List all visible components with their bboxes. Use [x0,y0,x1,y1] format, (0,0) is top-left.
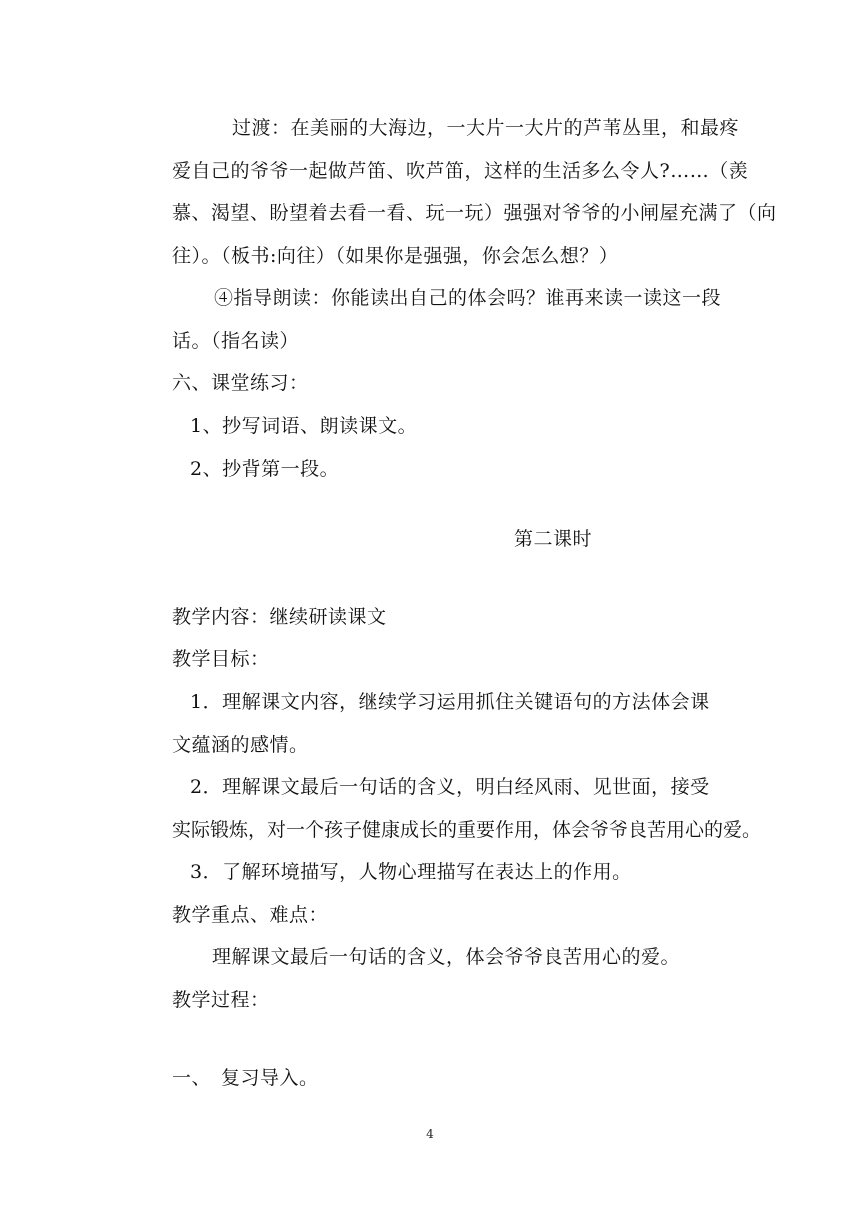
reading-guide-line-1: ④指导朗读：你能读出自己的体会吗？谁再来读一读这一段 [214,287,722,309]
section-heading-practice: 六、课堂练习： [172,372,309,394]
lesson-title: 第二课时 [514,528,593,550]
goal-1-line-2: 文蕴涵的感情。 [172,734,309,756]
step-1-review: 一、 复习导入。 [172,1067,319,1089]
practice-item-2: 2、抄背第一段。 [190,458,340,480]
transition-paragraph-line-4: 往）。（板书:向往）（如果你是强强，你会怎么想？） [172,245,619,267]
key-points-heading: 教学重点、难点： [172,904,329,926]
transition-paragraph-line-2: 爱自己的爷爷一起做芦笛、吹芦笛，这样的生活多么令人?……（羡 [172,160,749,182]
transition-paragraph-line-3: 慕、渴望、盼望着去看一看、玩一玩）强强对爷爷的小闸屋充满了（向 [172,202,777,224]
goal-2-line-1: 2．理解课文最后一句话的含义，明白经风雨、见世面，接受 [190,776,710,798]
reading-guide-line-2: 话。（指名读） [172,330,300,352]
goal-1-line-1: 1．理解课文内容，继续学习运用抓住关键语句的方法体会课 [190,691,710,713]
goal-3: 3．了解环境描写，人物心理描写在表达上的作用。 [190,861,632,883]
page-number: 4 [426,1127,434,1141]
teaching-content: 教学内容：继续研读课文 [172,606,387,628]
teaching-goals-heading: 教学目标： [172,648,270,670]
transition-paragraph-line-1: 过渡：在美丽的大海边，一大片一大片的芦苇丛里，和最疼 [232,117,740,139]
goal-2-line-2: 实际锻炼，对一个孩子健康成长的重要作用，体会爷爷良苦用心的爱。 [172,819,762,841]
practice-item-1: 1、抄写词语、朗读课文。 [190,415,418,437]
teaching-process-heading: 教学过程： [172,989,270,1011]
key-points-content: 理解课文最后一句话的含义，体会爷爷良苦用心的爱。 [212,946,681,968]
